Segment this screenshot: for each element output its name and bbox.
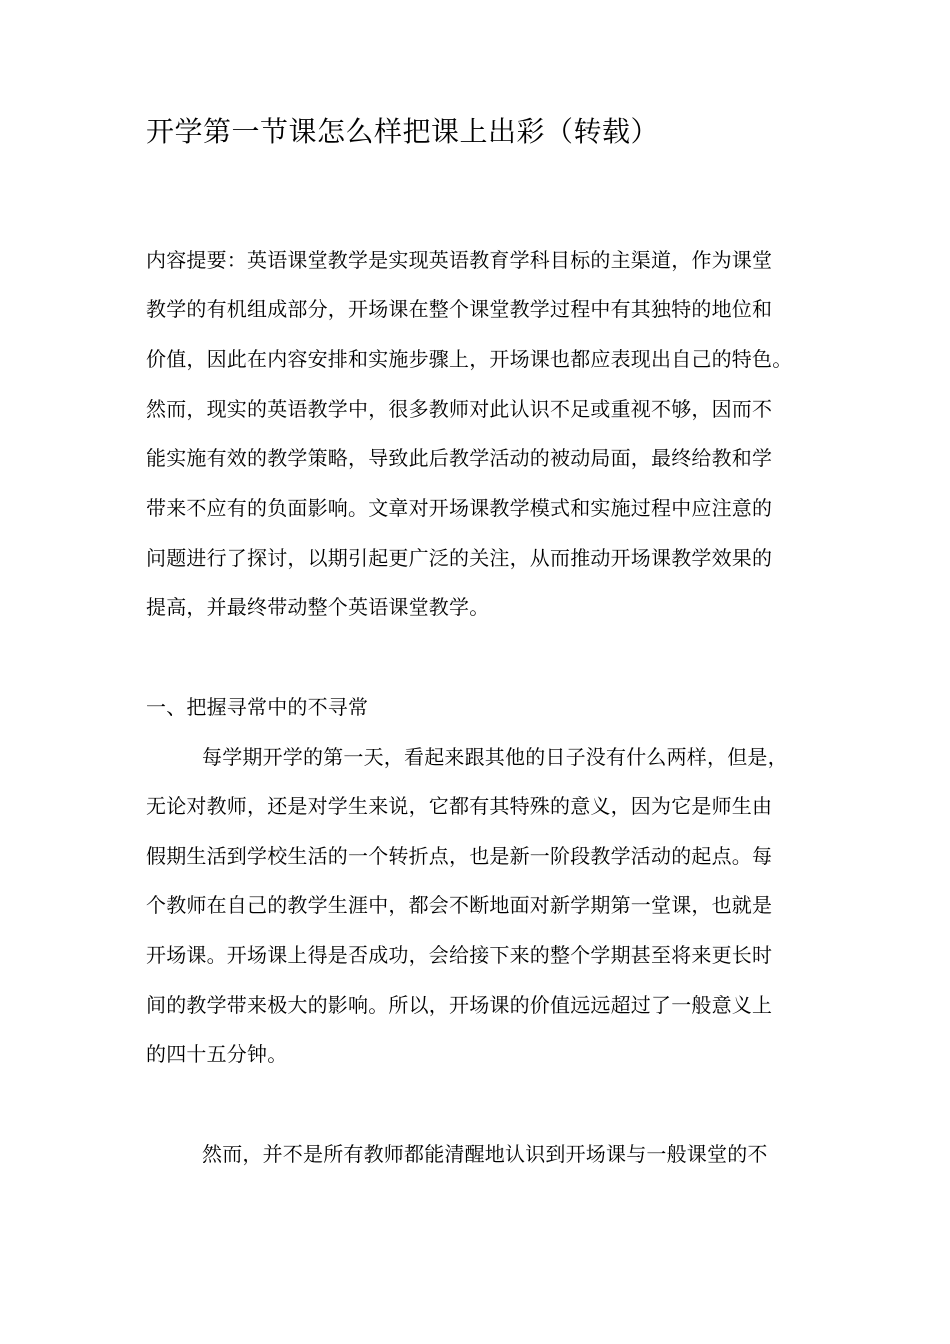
abstract-line: 价值，因此在内容安排和实施步骤上，开场课也都应表现出自己的特色。 bbox=[146, 347, 793, 371]
abstract-line: 教学的有机组成部分，开场课在整个课堂教学过程中有其独特的地位和 bbox=[146, 297, 773, 321]
abstract-line: 提高，并最终带动整个英语课堂教学。 bbox=[146, 595, 490, 619]
document-title: 开学第一节课怎么样把课上出彩（转载） bbox=[146, 115, 660, 148]
paragraph-line: 个教师在自己的教学生涯中，都会不断地面对新学期第一堂课，也就是 bbox=[146, 893, 773, 917]
paragraph-line: 的四十五分钟。 bbox=[146, 1042, 288, 1066]
section-heading: 一、把握寻常中的不寻常 bbox=[146, 695, 369, 719]
abstract-line: 问题进行了探讨，以期引起更广泛的关注，从而推动开场课教学效果的 bbox=[146, 546, 773, 570]
paragraph-line: 间的教学带来极大的影响。所以，开场课的价值远远超过了一般意义上 bbox=[146, 993, 773, 1017]
abstract-line: 然而，现实的英语教学中，很多教师对此认识不足或重视不够，因而不 bbox=[146, 397, 773, 421]
paragraph-line: 无论对教师，还是对学生来说，它都有其特殊的意义，因为它是师生由 bbox=[146, 794, 773, 818]
paragraph-line: 开场课。开场课上得是否成功，会给接下来的整个学期甚至将来更长时 bbox=[146, 943, 773, 967]
abstract-line: 带来不应有的负面影响。文章对开场课教学模式和实施过程中应注意的 bbox=[146, 496, 773, 520]
paragraph-line: 假期生活到学校生活的一个转折点，也是新一阶段教学活动的起点。每 bbox=[146, 844, 773, 868]
abstract-line: 内容提要：英语课堂教学是实现英语教育学科目标的主渠道，作为课堂 bbox=[146, 248, 773, 272]
paragraph-line: 然而，并不是所有教师都能清醒地认识到开场课与一般课堂的不 bbox=[202, 1142, 768, 1166]
abstract-line: 能实施有效的教学策略，导致此后教学活动的被动局面，最终给教和学 bbox=[146, 446, 773, 470]
paragraph-line: 每学期开学的第一天，看起来跟其他的日子没有什么两样，但是， bbox=[202, 745, 788, 769]
